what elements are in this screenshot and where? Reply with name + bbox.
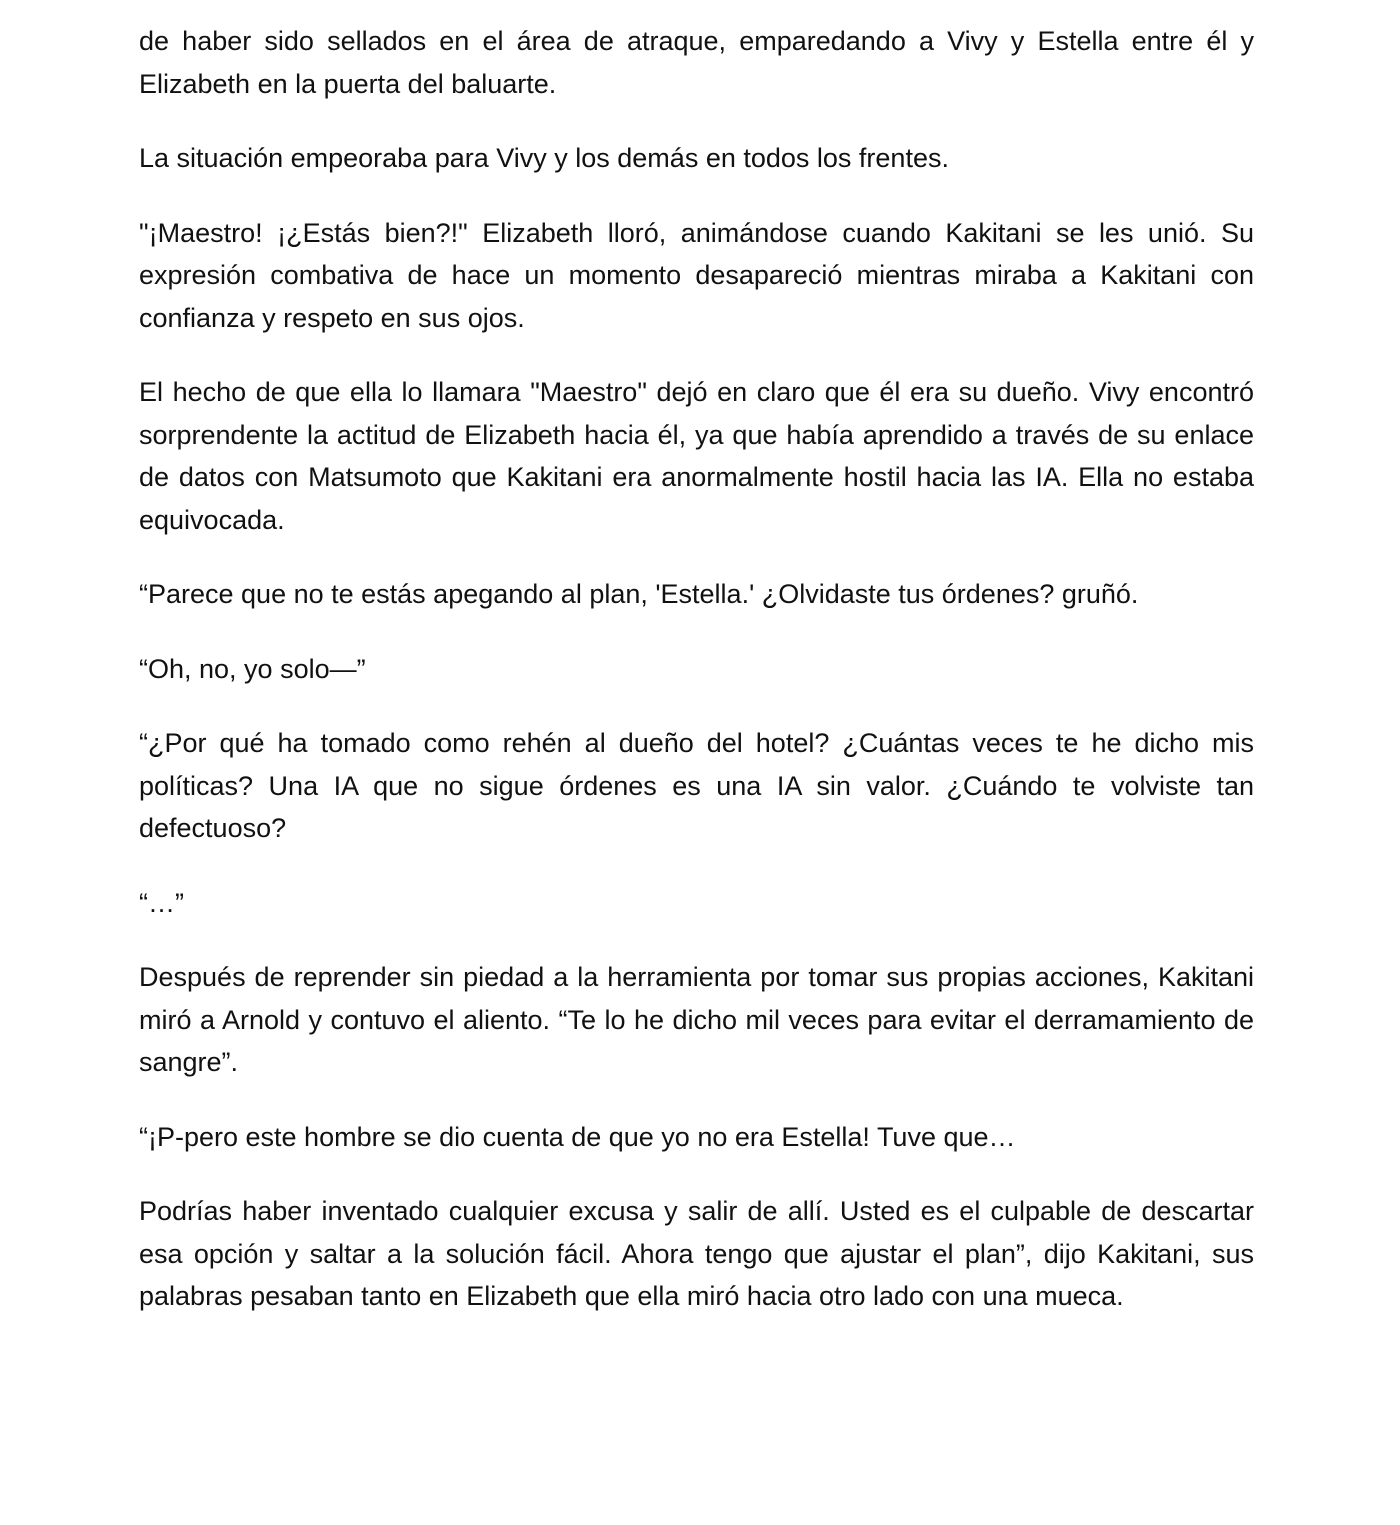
paragraph-10: “¡P-pero este hombre se dio cuenta de que yo no era Estella! Tuve que… — [139, 1121, 1016, 1152]
paragraph-3: "¡Maestro! ¡¿Estás bien?!" Elizabeth lloró, animándose cuando Kakitani se les unió. Su expresión combativa de hace un momento desapareció mientras miraba a Kakitani con confianza y respeto en sus ojos. — [139, 217, 1254, 333]
paragraph-11: Podrías haber inventado cualquier excusa y salir de allí. Usted es el culpable de descartar esa opción y saltar a la solución fácil. Ahora tengo que ajustar el plan”, dijo Kakitani, sus palabras pesaban tanto en Elizabeth que ella miró hacia otro lado con una mueca. — [139, 1196, 1254, 1311]
paragraph-2: La situación empeoraba para Vivy y los demás en todos los frentes. — [139, 143, 949, 173]
paragraph-1: de haber sido sellados en el área de atraque, emparedando a Vivy y Estella entre él y Elizabeth en la puerta del baluarte. — [139, 26, 1254, 99]
paragraph-6: “Oh, no, yo solo—” — [139, 653, 366, 684]
paragraph-7: “¿Por qué ha tomado como rehén al dueño del hotel? ¿Cuántas veces te he dicho mis políticas? Una IA que no sigue órdenes es una IA sin valor. ¿Cuándo te volviste tan defectuoso? — [139, 728, 1254, 843]
paragraph-5: “Parece que no te estás apegando al plan, 'Estella.' ¿Olvidaste tus órdenes? gruñó. — [139, 579, 1139, 609]
document-page — [139, 20, 1254, 1350]
paragraph-9: Después de reprender sin piedad a la herramienta por tomar sus propias acciones, Kakitani miró a Arnold y contuvo el aliento. “Te lo he dicho mil veces para evitar el derramamiento de sangre”. — [139, 962, 1254, 1077]
paragraph-4: El hecho de que ella lo llamara "Maestro" dejó en claro que él era su dueño. Vivy encontró sorprendente la actitud de Elizabeth hacia él, ya que había aprendido a través de su enlace de datos con Matsumoto que Kakitani era anormalmente hostil hacia las IA. Ella no estaba equivocada. — [139, 377, 1254, 535]
paragraph-8: “…” — [139, 887, 184, 918]
